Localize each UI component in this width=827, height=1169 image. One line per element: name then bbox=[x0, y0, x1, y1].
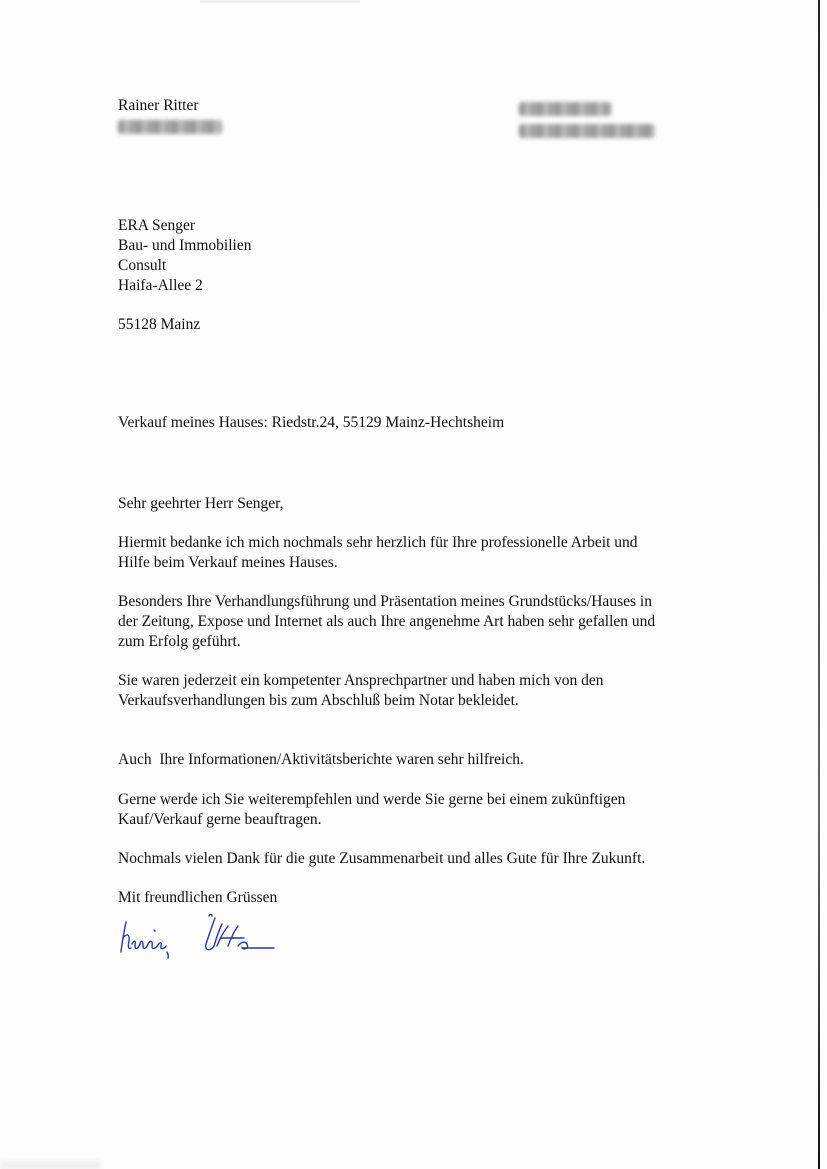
paragraph-line: Gerne werde ich Sie weiterempfehlen und werde Sie gerne bei einem zukünftigen bbox=[118, 791, 626, 808]
subject-line bbox=[118, 413, 718, 433]
date-redacted bbox=[519, 124, 655, 138]
paragraph-line: Nochmals vielen Dank für die gute Zusammenarbeit und alles Gute für Ihre Zukunft. bbox=[118, 850, 646, 867]
paragraph-line: Auch Ihre Informationen/Aktivitätsberichte waren sehr hilfreich. bbox=[118, 751, 524, 768]
paragraph-reports bbox=[118, 750, 718, 770]
recipient-address bbox=[118, 216, 718, 296]
paragraph-line: Sie waren jederzeit ein kompetenter Ansprechpartner und haben mich von den bbox=[118, 672, 604, 689]
paragraph-line: Hilfe beim Verkauf meines Hauses. bbox=[118, 554, 338, 571]
subject-text: Verkauf meines Hauses: Riedstr.24, 55129 Mainz-Hechtsheim bbox=[118, 414, 505, 431]
paragraph-thanks bbox=[118, 533, 718, 573]
closing-text: Mit freundlichen Grüssen bbox=[118, 889, 278, 906]
recipient-zip-city bbox=[118, 315, 718, 335]
handwritten-signature bbox=[114, 908, 284, 964]
place-date-block bbox=[519, 98, 659, 138]
recipient-line: Bau- und Immobilien bbox=[118, 237, 252, 254]
recipient-line: Consult bbox=[118, 257, 167, 274]
recipient-line: Haifa-Allee 2 bbox=[118, 277, 203, 294]
paragraph-line: Kauf/Verkauf gerne beauftragen. bbox=[118, 811, 322, 828]
scan-edge-line bbox=[818, 0, 820, 1169]
paragraph-negotiation bbox=[118, 592, 718, 652]
paragraph-final-thanks bbox=[118, 849, 718, 869]
closing bbox=[118, 888, 718, 908]
recipient-line: ERA Senger bbox=[118, 217, 196, 234]
sender-street-redacted bbox=[118, 120, 222, 134]
recipient-zip-city-text: 55128 Mainz bbox=[118, 316, 201, 333]
paragraph-recommend bbox=[118, 790, 718, 830]
scan-artifact-bottom bbox=[0, 1161, 100, 1169]
place-redacted bbox=[519, 102, 611, 116]
paragraph-contact bbox=[118, 671, 718, 711]
paragraph-line: Besonders Ihre Verhandlungsführung und Präsentation meines Grundstücks/Hauses in bbox=[118, 593, 652, 610]
sender-name: Rainer Ritter bbox=[118, 97, 199, 114]
paragraph-line: zum Erfolg geführt. bbox=[118, 633, 241, 650]
paragraph-line: Verkaufsverhandlungen bis zum Abschluß beim Notar bekleidet. bbox=[118, 692, 519, 709]
paragraph-line: der Zeitung, Expose und Internet als auch Ihre angenehme Art haben sehr gefallen und bbox=[118, 613, 656, 630]
salutation-text: Sehr geehrter Herr Senger, bbox=[118, 495, 284, 512]
paragraph-line: Hiermit bedanke ich mich nochmals sehr herzlich für Ihre professionelle Arbeit und bbox=[118, 534, 638, 551]
scan-artifact-top bbox=[200, 0, 360, 3]
salutation bbox=[118, 494, 718, 514]
